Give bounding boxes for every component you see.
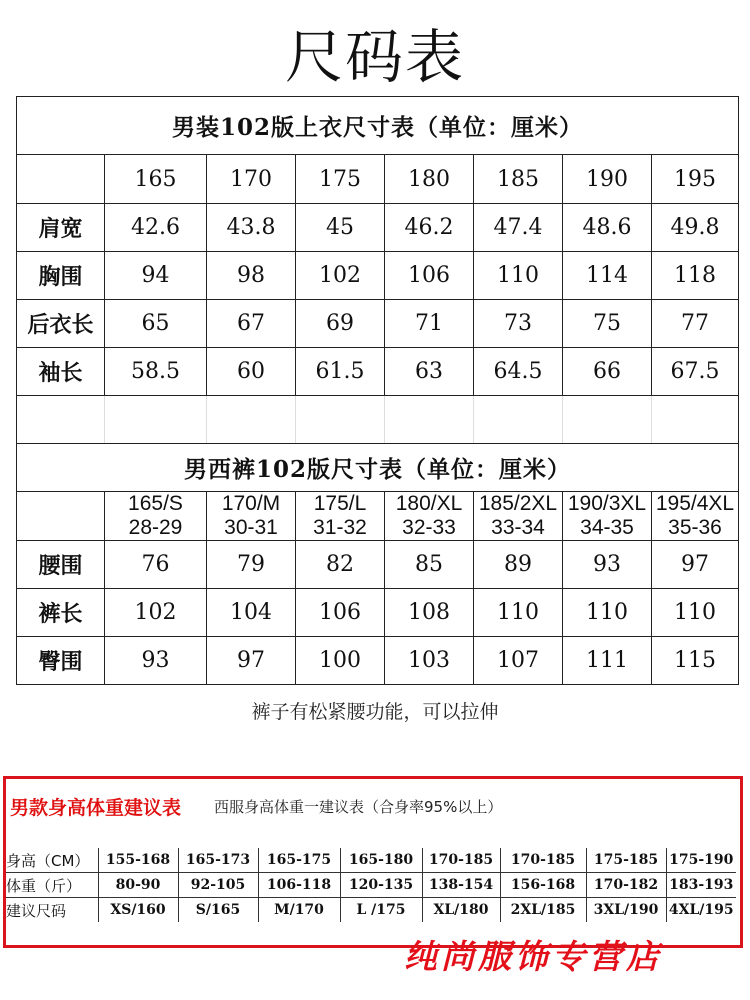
- table-cell: 89: [474, 541, 563, 589]
- table-cell: 77: [652, 300, 739, 348]
- table-cell: 64.5: [474, 348, 563, 396]
- table-cell: 114: [563, 252, 652, 300]
- table-cell: XL/180: [422, 898, 500, 923]
- pants-size-header-row: [17, 492, 739, 541]
- table-row: [17, 589, 739, 637]
- table-cell: 82: [296, 541, 385, 589]
- table-cell: 93: [105, 637, 207, 685]
- corner-cell: [17, 492, 105, 541]
- row-label: 臀围: [17, 637, 105, 685]
- table-cell: 155-168: [98, 848, 178, 873]
- table-cell: 110: [652, 589, 739, 637]
- recommendation-title: 男款身高体重建议表: [10, 797, 182, 819]
- page-title: 尺码表: [284, 23, 465, 91]
- row-label: 身高（CM）: [6, 848, 98, 873]
- table-cell: 170-185: [422, 848, 500, 873]
- table-cell: 103: [385, 637, 474, 685]
- table-cell: 175-185: [586, 848, 666, 873]
- table-cell: 175-190: [666, 848, 736, 873]
- pants-size-cell: 165/S 28-29: [105, 492, 207, 541]
- size-chart-table: [16, 96, 739, 685]
- jacket-size-cell: 190: [563, 155, 652, 204]
- table-row: [17, 252, 739, 300]
- row-label: 裤长: [17, 589, 105, 637]
- table-cell: 106-118: [258, 873, 340, 898]
- pants-size-cell: 170/M 30-31: [207, 492, 296, 541]
- table-cell: 4XL/195: [666, 898, 736, 923]
- table-cell: 110: [474, 589, 563, 637]
- table-cell: 49.8: [652, 204, 739, 252]
- table-cell: 100: [296, 637, 385, 685]
- table-cell: 85: [385, 541, 474, 589]
- table-cell: 71: [385, 300, 474, 348]
- pants-size-cell: 190/3XL 34-35: [563, 492, 652, 541]
- table-cell: 63: [385, 348, 474, 396]
- corner-cell: [17, 155, 105, 204]
- table-row: [17, 541, 739, 589]
- table-row: [17, 637, 739, 685]
- table-cell: 115: [652, 637, 739, 685]
- table-cell: 48.6: [563, 204, 652, 252]
- table-cell: 118: [652, 252, 739, 300]
- table-cell: 69: [296, 300, 385, 348]
- recommendation-table: [6, 848, 736, 922]
- table-cell: 104: [207, 589, 296, 637]
- table-cell: 106: [296, 589, 385, 637]
- jacket-size-cell: 170: [207, 155, 296, 204]
- table-cell: 75: [563, 300, 652, 348]
- table-cell: 47.4: [474, 204, 563, 252]
- table-cell: 80-90: [98, 873, 178, 898]
- table-cell: 165-175: [258, 848, 340, 873]
- jacket-size-header-row: [17, 155, 739, 204]
- table-cell: 67.5: [652, 348, 739, 396]
- pants-size-cell: 175/L 31-32: [296, 492, 385, 541]
- jacket-size-cell: 185: [474, 155, 563, 204]
- jacket-size-cell: 180: [385, 155, 474, 204]
- table-cell: 42.6: [105, 204, 207, 252]
- table-cell: 45: [296, 204, 385, 252]
- table-cell: 76: [105, 541, 207, 589]
- table-cell: 97: [207, 637, 296, 685]
- shop-name-watermark: 纯尚服饰专营店: [404, 937, 663, 976]
- table-cell: M/170: [258, 898, 340, 923]
- table-cell: 170-182: [586, 873, 666, 898]
- table-cell: 2XL/185: [500, 898, 586, 923]
- jacket-table-title: 男装102版上衣尺寸表（单位：厘米）: [17, 97, 739, 155]
- table-cell: 46.2: [385, 204, 474, 252]
- pants-table-title: 男西裤102版尺寸表（单位：厘米）: [17, 444, 739, 492]
- table-cell: 165-180: [340, 848, 422, 873]
- table-cell: 67: [207, 300, 296, 348]
- table-cell: 79: [207, 541, 296, 589]
- blank-row: [17, 396, 739, 444]
- row-label: 建议尺码: [6, 898, 98, 923]
- row-label: 体重（斤）: [6, 873, 98, 898]
- jacket-size-cell: 195: [652, 155, 739, 204]
- row-label: 肩宽: [17, 204, 105, 252]
- table-cell: 170-185: [500, 848, 586, 873]
- table-row: [6, 848, 736, 873]
- table-cell: 92-105: [178, 873, 258, 898]
- table-cell: 66: [563, 348, 652, 396]
- table-cell: S/165: [178, 898, 258, 923]
- row-label: 后衣长: [17, 300, 105, 348]
- table-cell: 111: [563, 637, 652, 685]
- table-cell: 107: [474, 637, 563, 685]
- table-cell: 3XL/190: [586, 898, 666, 923]
- stretch-waist-note: 裤子有松紧腰功能，可以拉伸: [251, 701, 499, 723]
- table-cell: 97: [652, 541, 739, 589]
- table-cell: 156-168: [500, 873, 586, 898]
- table-cell: 120-135: [340, 873, 422, 898]
- table-cell: 102: [296, 252, 385, 300]
- table-cell: 60: [207, 348, 296, 396]
- table-cell: 138-154: [422, 873, 500, 898]
- table-cell: 98: [207, 252, 296, 300]
- table-row: [6, 873, 736, 898]
- table-row: [6, 898, 736, 923]
- table-cell: 93: [563, 541, 652, 589]
- row-label: 胸围: [17, 252, 105, 300]
- table-cell: 65: [105, 300, 207, 348]
- table-cell: L /175: [340, 898, 422, 923]
- table-cell: 106: [385, 252, 474, 300]
- pants-size-cell: 180/XL 32-33: [385, 492, 474, 541]
- table-cell: 110: [563, 589, 652, 637]
- table-cell: 108: [385, 589, 474, 637]
- table-cell: 61.5: [296, 348, 385, 396]
- table-cell: 94: [105, 252, 207, 300]
- pants-size-cell: 185/2XL 33-34: [474, 492, 563, 541]
- recommendation-subtitle: 西服身高体重一建议表（合身率95%以上）: [214, 798, 503, 816]
- table-row: [17, 204, 739, 252]
- table-cell: 165-173: [178, 848, 258, 873]
- table-cell: 102: [105, 589, 207, 637]
- table-row: [17, 300, 739, 348]
- row-label: 袖长: [17, 348, 105, 396]
- pants-size-cell: 195/4XL 35-36: [652, 492, 739, 541]
- jacket-size-cell: 165: [105, 155, 207, 204]
- table-cell: 58.5: [105, 348, 207, 396]
- table-cell: 73: [474, 300, 563, 348]
- row-label: 腰围: [17, 541, 105, 589]
- table-cell: XS/160: [98, 898, 178, 923]
- jacket-size-cell: 175: [296, 155, 385, 204]
- table-cell: 110: [474, 252, 563, 300]
- table-cell: 183-193: [666, 873, 736, 898]
- table-cell: 43.8: [207, 204, 296, 252]
- table-row: [17, 348, 739, 396]
